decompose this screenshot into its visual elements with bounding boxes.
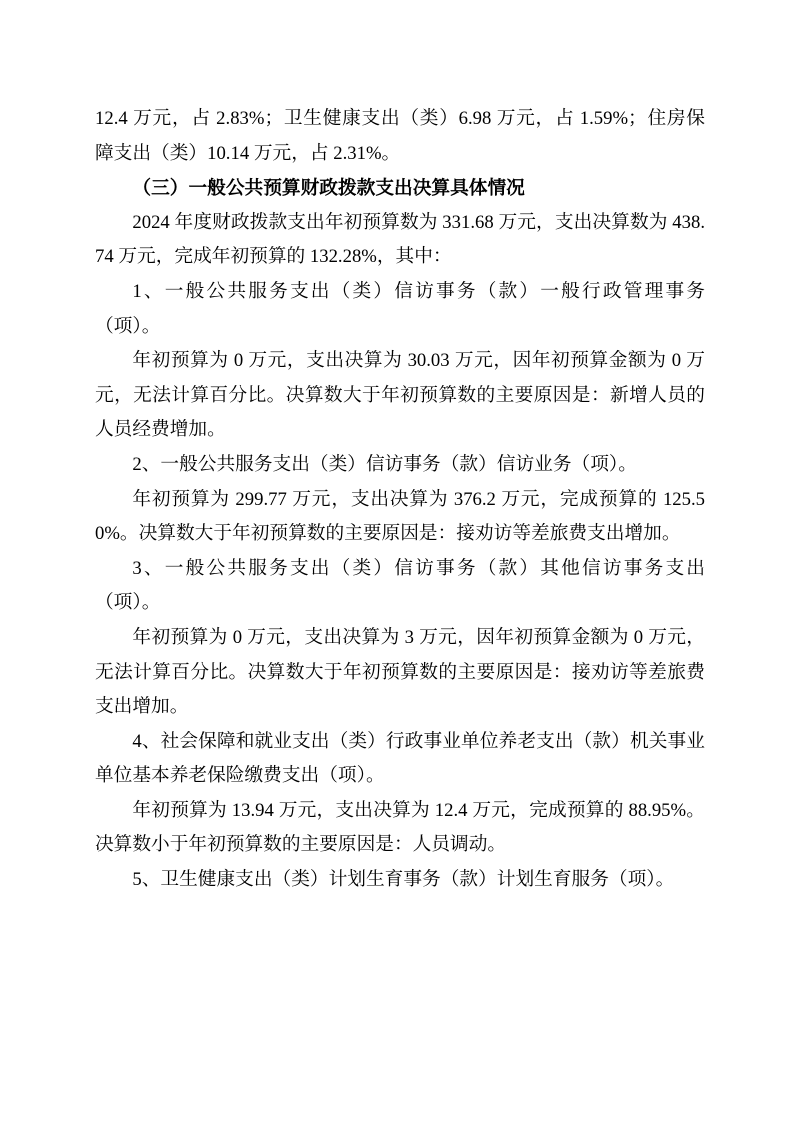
item-2-title: 2、一般公共服务支出（类）信访事务（款）信访业务（项）。 <box>132 453 637 475</box>
summary-paragraph: 2024 年度财政拨款支出年初预算数为 331.68 万元，支出决算数为 438.74 万元，完成年初预算的 132.28%，其中： <box>95 211 705 268</box>
item-1-detail: 年初预算为 0 万元，支出决算为 30.03 万元，因年初预算金额为 0 万元，无法计算百分比。决算数大于年初预算数的主要原因是：新增人员的人员经费增加。 <box>95 350 705 441</box>
continuation-paragraph: 12.4 万元，占 2.83%；卫生健康支出（类）6.98 万元，占 1.59%；住房保障支出（类）10.14 万元，占 2.31%。 <box>95 108 705 164</box>
item-2-detail: 年初预算为 299.77 万元，支出决算为 376.2 万元，完成预算的 125.50%。决算数大于年初预算数的主要原因是：接劝访等差旅费支出增加。 <box>95 488 705 545</box>
item-5-title: 5、卫生健康支出（类）计划生育事务（款）计划生育服务（项）。 <box>132 869 675 891</box>
item-4-title: 4、社会保障和就业支出（类）行政事业单位养老支出（款）机关事业单位基本养老保险缴费支出（项）。 <box>95 730 705 787</box>
item-4-detail: 年初预算为 13.94 万元，支出决算为 12.4 万元，完成预算的 88.95%。决算数小于年初预算数的主要原因是：人员调动。 <box>95 799 705 856</box>
item-1-title: 1、一般公共服务支出（类）信访事务（款）一般行政管理事务（项）。 <box>95 280 705 337</box>
item-3-detail: 年初预算为 0 万元，支出决算为 3 万元，因年初预算金额为 0 万元，无法计算百分比。决算数大于年初预算数的主要原因是：接劝访等差旅费支出增加。 <box>95 626 705 718</box>
section-heading: （三）一般公共预算财政拨款支出决算具体情况 <box>132 177 525 199</box>
item-3-title: 3、一般公共服务支出（类）信访事务（款）其他信访事务支出（项）。 <box>95 557 705 614</box>
